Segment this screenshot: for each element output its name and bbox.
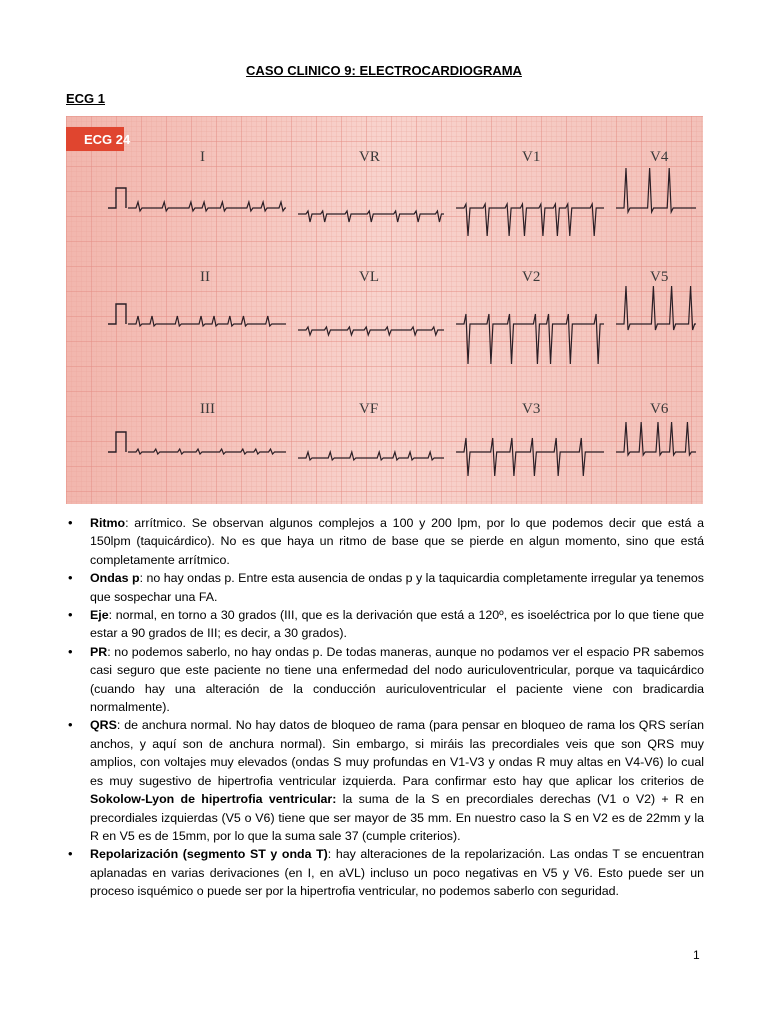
- ecg-grid: [66, 116, 703, 504]
- page-number: 1: [693, 948, 700, 962]
- findings-list: [90, 514, 704, 901]
- lead-label-v6: V6: [650, 401, 669, 417]
- lead-label-vf: VF: [359, 401, 379, 417]
- lead-label-v1: V1: [522, 149, 541, 165]
- list-item-eje: [90, 606, 704, 643]
- lead-label-v2: V2: [522, 269, 541, 285]
- section-label: ECG 1: [66, 91, 106, 106]
- item-term: Sokolow-Lyon de hipertrofia ventricular:: [90, 792, 337, 807]
- ecg-badge-label: ECG 24: [84, 132, 131, 147]
- lead-label-vl: VL: [359, 269, 379, 285]
- list-item-qrs: [90, 716, 704, 845]
- lead-label-v3: V3: [522, 401, 541, 417]
- page-title: CASO CLINICO 9: ELECTROCARDIOGRAMA: [246, 63, 522, 78]
- list-item-repolarizacion: [90, 845, 704, 900]
- list-item-pr: [90, 643, 704, 717]
- ecg-figure: [66, 116, 703, 504]
- item-term: PR: [90, 644, 108, 659]
- list-item-ritmo: [90, 514, 704, 569]
- list-item-ondas-p: [90, 569, 704, 606]
- item-term: Ondas p: [90, 571, 140, 586]
- item-term: Eje: [90, 608, 109, 623]
- item-text: : no podemos saberlo, no hay ondas p. De todas maneras, aunque no podamos ver el espacio PR sabemos casi seguro que este paciente no tiene una enfermedad del nodo auriculoventricular, porque va taquicárdico (cuando hay una alteración de la conducción auriculoventricular el paciente viene con bradicardia normalmente).: [90, 644, 704, 715]
- item-term: Ritmo: [90, 516, 126, 530]
- item-text: : hay alteraciones de la repolarización. Las ondas T se encuentran aplanadas en varias derivaciones (en I, en aVL) incluso un poco negativas en V5 y V6. Esto puede ser un proceso isquémico o puede ser por la hipertrofia ventricular, no podemos saberlo con seguridad.: [90, 847, 704, 899]
- item-text: : de anchura normal. No hay datos de bloqueo de rama (para pensar en bloqueo de rama los QRS serían anchos, y aquí son de anchura normal). Sin embargo, si miráis las precordiales veis que son QRS muy amplios, con voltajes muy elevados (ondas S muy profundas en V1-V3 y ondas R muy altas en V4-V6) lo cual es muy sugestivo de hipertrofia ventricular izquierda. Para confirmar esto hay que aplicar los criterios de: [90, 718, 704, 788]
- item-term: QRS: [90, 718, 117, 733]
- lead-label-iii: III: [200, 401, 215, 417]
- lead-label-vr: VR: [359, 149, 380, 165]
- item-term: Repolarización (segmento ST y onda T): [90, 847, 328, 862]
- lead-label-v5: V5: [650, 269, 669, 285]
- item-text: : no hay ondas p. Entre esta ausencia de ondas p y la taquicardia completamente irregular ya tenemos que sospechar una FA.: [90, 571, 704, 604]
- item-text: : arrítmico. Se observan algunos complejos a 100 y 200 lpm, por lo que podemos decir que está a 150lpm (taquicárdico). No es que haya un ritmo de base que se pierde en algun momento, sino que está completamente arrítmico.: [90, 516, 704, 567]
- item-text: : normal, en torno a 30 grados (III, que es la derivación que está a 120º, es isoeléctrica por lo que tiene que estar a 90 grados de III; es decir, a 30 grados).: [90, 608, 704, 641]
- ecg-image: [66, 116, 703, 504]
- lead-label-ii: II: [200, 269, 210, 285]
- item-text: la suma de la S en precordiales derechas (V1 o V2) + R en precordiales izquierdas (V5 o V6) tiene que ser mayor de 35 mm. En nuestro caso la S en V2 es de 22mm y la R en V5 es de 15mm, por lo que la suma sale 37 (cumple criterios).: [90, 792, 705, 843]
- lead-label-v4: V4: [650, 149, 669, 165]
- lead-label-i: I: [200, 149, 205, 165]
